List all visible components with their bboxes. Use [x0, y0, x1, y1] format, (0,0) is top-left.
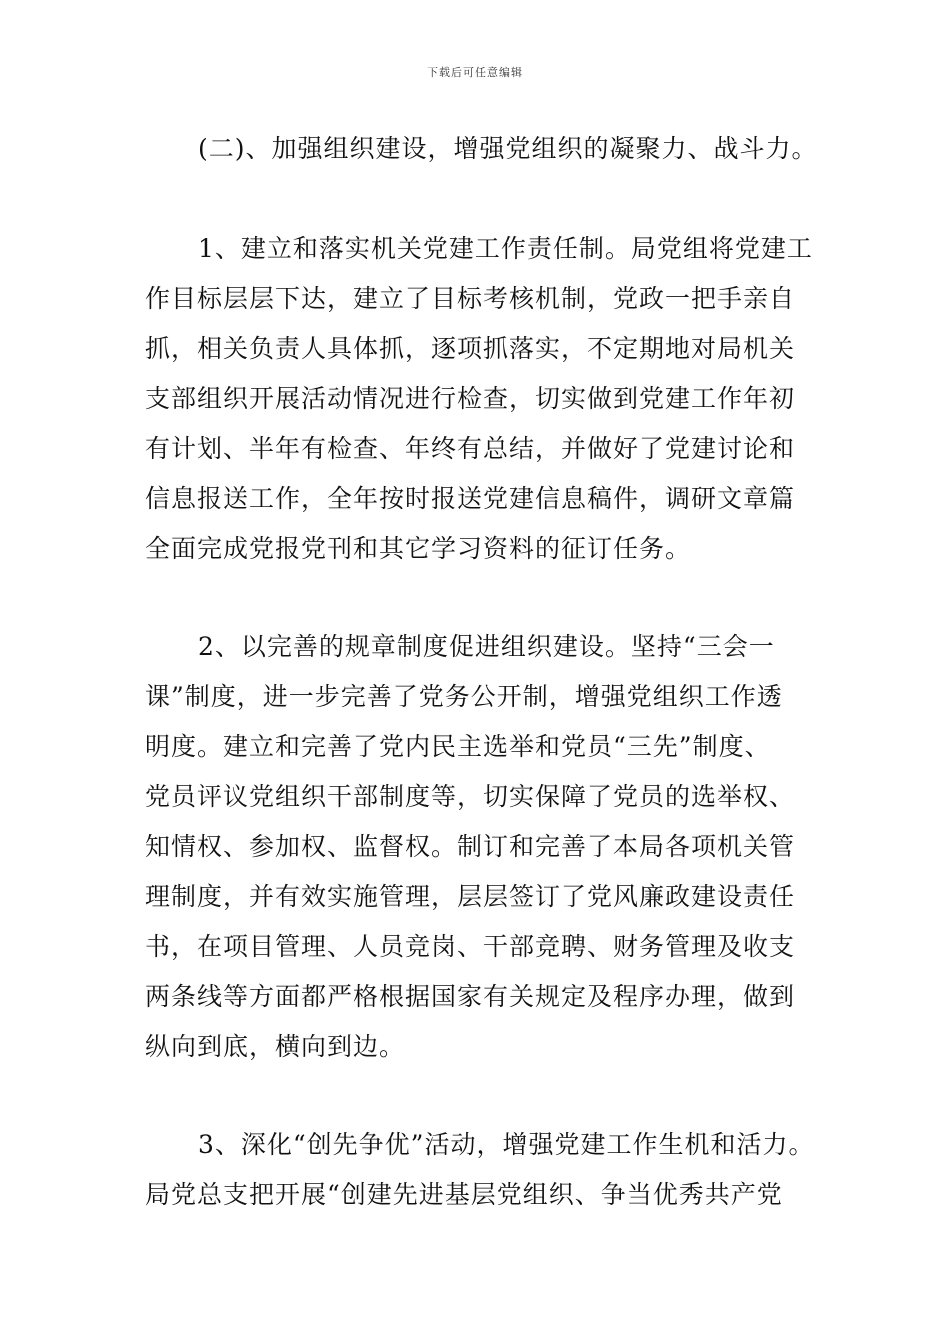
section-heading: (二)、加强组织建设，增强党组织的凝聚力、战斗力。 [198, 134, 818, 163]
paragraph-1-line: 作目标层层下达，建立了目标考核机制，党政一把手亲自 [145, 284, 796, 313]
paragraph-1-line: 信息报送工作，全年按时报送党建信息稿件，调研文章篇 [145, 484, 796, 513]
paragraph-2-line: 明度。建立和完善了党内民主选举和党员“三先”制度、 [145, 732, 771, 761]
paragraph-2-line: 书，在项目管理、人员竞岗、干部竞聘、财务管理及收支 [145, 932, 796, 961]
paragraph-1-line: 有计划、半年有检查、年终有总结，并做好了党建讨论和 [145, 434, 796, 463]
paragraph-2-line: 理制度，并有效实施管理，层层签订了党风廉政建设责任 [145, 882, 796, 911]
paragraph-1-line: 1、建立和落实机关党建工作责任制。局党组将党建工 [198, 234, 813, 263]
paragraph-1-line: 全面完成党报党刊和其它学习资料的征订任务。 [145, 534, 692, 563]
paragraph-3-line: 3、深化“创先争优”活动，增强党建工作生机和活力。 [198, 1130, 815, 1159]
paragraph-2-line: 课”制度，进一步完善了党务公开制，增强党组织工作透 [145, 682, 783, 711]
paragraph-2-line: 党员评议党组织干部制度等，切实保障了党员的选举权、 [145, 782, 796, 811]
paragraph-2-line: 两条线等方面都严格根据国家有关规定及程序办理，做到 [145, 982, 796, 1011]
paragraph-2-line: 2、以完善的规章制度促进组织建设。坚持“三会一 [198, 632, 775, 661]
paragraph-2-line: 知情权、参加权、监督权。制订和完善了本局各项机关管 [145, 832, 796, 861]
paragraph-3-line: 局党总支把开展“创建先进基层党组织、争当优秀共产党 [145, 1180, 783, 1209]
paragraph-1-line: 抓，相关负责人具体抓，逐项抓落实，不定期地对局机关 [145, 334, 796, 363]
paragraph-1-line: 支部组织开展活动情况进行检查，切实做到党建工作年初 [145, 384, 796, 413]
paragraph-2-line: 纵向到底，横向到边。 [145, 1032, 406, 1061]
page-header: 下载后可任意编辑 [427, 66, 523, 79]
